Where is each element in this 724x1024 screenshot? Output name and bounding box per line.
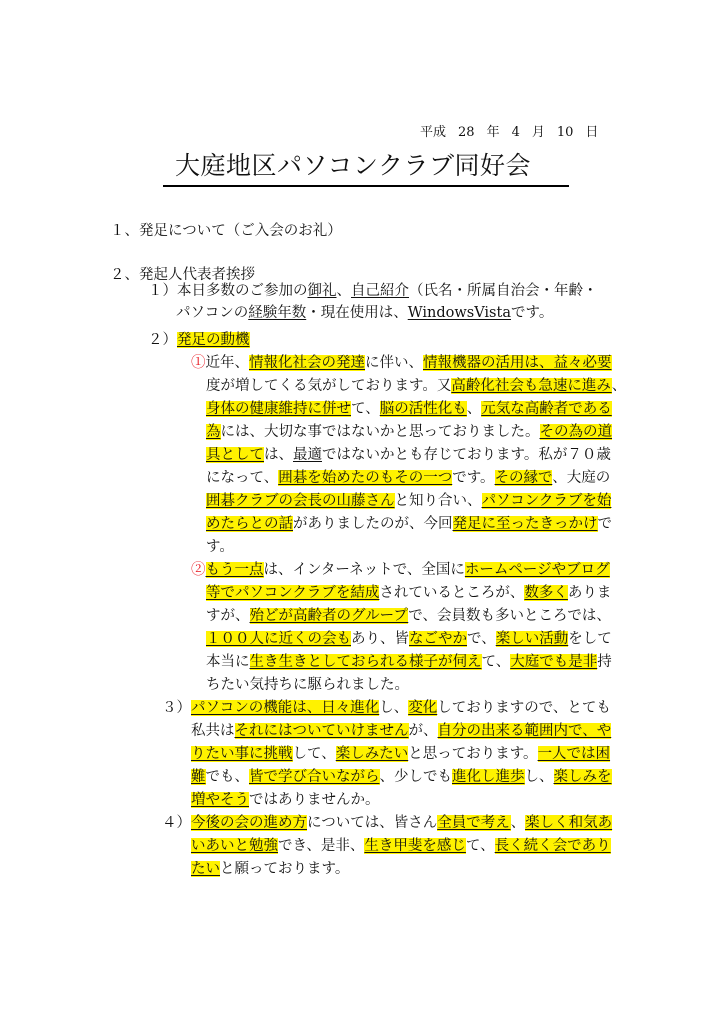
- text-line: [148, 280, 598, 302]
- text-segment: 度が増してくる気がしております。又: [206, 378, 452, 394]
- highlighted-phrase: 自分の出来る範囲内で、や: [437, 723, 612, 739]
- text-line: [191, 858, 349, 880]
- text-segment: です。: [452, 470, 495, 486]
- highlighted-phrase: 具として: [206, 447, 264, 463]
- highlighted-phrase: その為の道: [539, 424, 612, 440]
- text-segment: ちたい気持ちに駆られました。: [206, 677, 409, 693]
- text-segment: は、: [264, 447, 293, 463]
- text-line: [191, 352, 612, 374]
- highlighted-phrase: いあいと勉強: [191, 838, 278, 854]
- text-line: [206, 536, 234, 558]
- highlighted-phrase: 生き甲斐を感じ: [364, 838, 466, 854]
- text-segment: ではありませんか。: [249, 792, 380, 808]
- highlighted-phrase: ホームページやブログ: [464, 562, 610, 578]
- highlighted-phrase: 大庭でも是非: [510, 654, 598, 670]
- text-segment: に伴い、: [365, 355, 423, 371]
- highlighted-phrase: 今後の会の進め方: [191, 815, 307, 831]
- text-segment: 、: [510, 815, 526, 831]
- date-part: 年: [486, 125, 500, 140]
- text-segment: で、会員数も多いところでは、: [408, 608, 611, 624]
- text-line: [191, 743, 610, 765]
- highlighted-phrase: 皆で学び合いながら: [249, 769, 380, 785]
- text-segment: は、インターネットで、全国に: [263, 562, 465, 578]
- highlighted-phrase: それにはついていけません: [234, 723, 409, 739]
- text-segment: て、: [481, 654, 511, 670]
- highlighted-phrase: たい: [191, 861, 220, 877]
- text-segment: でき、是非、: [278, 838, 365, 854]
- text-segment: 持: [597, 654, 612, 670]
- highlighted-phrase: 楽しく和気あ: [525, 815, 613, 831]
- title-underline: [163, 185, 569, 187]
- highlighted-phrase: なごやか: [409, 631, 467, 647]
- text-segment: 、: [466, 401, 482, 417]
- text-segment: して、: [292, 746, 336, 762]
- highlighted-phrase: 発足の動機: [177, 332, 250, 348]
- highlighted-phrase: 身体の健康維持に併せ: [206, 401, 351, 417]
- text-segment: をして: [568, 631, 612, 647]
- highlighted-phrase: 楽しい活動: [495, 631, 569, 647]
- underlined-phrase: 御礼: [307, 283, 337, 299]
- highlighted-phrase: その縁で: [494, 470, 553, 486]
- highlighted-phrase: 進化し進歩: [452, 769, 525, 785]
- text-segment: で、: [467, 631, 496, 647]
- text-segment: には、大切な事ではないかと思っておりました。: [220, 424, 540, 440]
- highlighted-phrase: 囲碁クラブの会長の山藤さん: [206, 493, 395, 509]
- text-segment: については、皆さん: [307, 815, 438, 831]
- text-line: [206, 628, 612, 650]
- highlighted-phrase: 生き生きとしておられる様子が伺え: [249, 654, 482, 670]
- text-segment: がありましたのが、今回: [293, 516, 453, 532]
- highlighted-phrase: １００人に近くの会も: [206, 631, 351, 647]
- text-segment: ４）: [162, 815, 191, 831]
- text-line: [206, 444, 611, 466]
- item-marker: ①: [191, 355, 206, 371]
- text-line: [206, 651, 612, 673]
- text-line: [206, 513, 612, 535]
- highlighted-phrase: 高齢化社会も急速に進み: [451, 378, 612, 394]
- text-line: [191, 766, 612, 788]
- highlighted-phrase: 情報機器の活用は、益々必要: [423, 355, 612, 371]
- text-line: [191, 720, 611, 742]
- text-segment: ３）: [162, 700, 191, 716]
- text-line: [206, 398, 612, 420]
- text-segment: になって、: [206, 470, 279, 486]
- date-part: 月: [531, 125, 545, 140]
- highlighted-phrase: りたい事に挑戦: [191, 746, 293, 762]
- text-line: [206, 421, 612, 443]
- text-line: [162, 812, 612, 834]
- section-heading-greeting: ２、発起人代表者挨拶: [110, 267, 255, 283]
- text-segment: ありま: [567, 585, 612, 601]
- underlined-phrase: 最適: [293, 447, 322, 463]
- text-segment: し、: [379, 700, 409, 716]
- text-segment: 近年、: [205, 355, 249, 371]
- text-segment: と願っております。: [220, 861, 350, 877]
- highlighted-phrase: 全員で考え: [437, 815, 511, 831]
- text-segment: で: [597, 516, 612, 532]
- highlighted-phrase: 難: [191, 769, 206, 785]
- text-segment: 私共は: [191, 723, 235, 739]
- date-part: 日: [585, 125, 599, 140]
- text-line: [206, 674, 409, 696]
- text-line: [206, 490, 611, 512]
- date-part: 28: [458, 125, 475, 140]
- text-line: [206, 605, 611, 627]
- highlighted-phrase: 数多く: [524, 585, 568, 601]
- text-line: [206, 467, 610, 489]
- text-segment: 、少しでも: [379, 769, 452, 785]
- highlighted-phrase: 元気な高齢者である: [481, 401, 612, 417]
- highlighted-phrase: 等でパソコンクラブを結成: [206, 585, 380, 601]
- text-line: [191, 789, 380, 811]
- text-segment: しておりますので、とても: [437, 700, 611, 716]
- text-segment: て、: [465, 838, 495, 854]
- text-line: [191, 835, 611, 857]
- highlighted-phrase: 長く続く会であり: [494, 838, 611, 854]
- text-segment: １）本日多数のご参加の: [148, 283, 308, 299]
- highlighted-phrase: 為: [206, 424, 221, 440]
- text-segment: されているところが、: [379, 585, 525, 601]
- text-segment: と知り合い、: [394, 493, 482, 509]
- document-title: 大庭地区パソコンクラブ同好会: [175, 151, 532, 180]
- underlined-phrase: 経験年数: [248, 305, 307, 321]
- text-segment: す。: [206, 539, 234, 555]
- section-heading-founding: １、発足について（ご入会のお礼）: [110, 223, 342, 239]
- text-line: [206, 375, 626, 397]
- text-segment: が、: [408, 723, 438, 739]
- highlighted-phrase: パソコンクラブを始: [481, 493, 612, 509]
- text-segment: でも、: [205, 769, 249, 785]
- text-segment: 、: [611, 378, 627, 394]
- text-segment: て、: [351, 401, 380, 417]
- highlighted-phrase: めたらとの話: [206, 516, 293, 532]
- text-segment: 、: [336, 283, 351, 299]
- underlined-phrase: WindowsVista: [407, 305, 511, 321]
- text-segment: し、: [524, 769, 554, 785]
- highlighted-phrase: 楽しみを: [553, 769, 612, 785]
- highlighted-phrase: 一人では困: [537, 746, 611, 762]
- text-segment: 、大庭の: [552, 470, 611, 486]
- text-segment: あり、皆: [351, 631, 409, 647]
- date-part: 平成: [420, 125, 447, 140]
- date-part: 10: [556, 125, 574, 140]
- highlighted-phrase: 楽しみたい: [335, 746, 409, 762]
- text-line: [148, 329, 250, 351]
- text-segment: です。: [510, 305, 554, 321]
- date-part: 4: [511, 125, 520, 140]
- document-date: [420, 121, 598, 140]
- highlighted-phrase: 囲碁を始めたのもその一つ: [278, 470, 453, 486]
- highlighted-phrase: 殆どが高齢者のグループ: [249, 608, 409, 624]
- highlighted-phrase: 情報化社会の発達: [249, 355, 365, 371]
- text-segment: 本当に: [206, 654, 250, 670]
- highlighted-phrase: パソコンの機能は、日々進化: [191, 700, 380, 716]
- highlighted-phrase: 脳の活性化も: [379, 401, 467, 417]
- text-segment: すが、: [206, 608, 250, 624]
- text-segment: パソコンの: [176, 305, 249, 321]
- highlighted-phrase: もう一点: [205, 562, 264, 578]
- text-line: [162, 697, 611, 719]
- underlined-phrase: 自己紹介: [351, 283, 409, 299]
- text-segment: と思っております。: [408, 746, 538, 762]
- item-marker: ②: [191, 562, 206, 578]
- highlighted-phrase: 発足に至ったきっかけ: [452, 516, 598, 532]
- text-segment: ではないかとも存じております。私が７０歳: [322, 447, 611, 463]
- highlighted-phrase: 変化: [408, 700, 438, 716]
- highlighted-phrase: 増やそう: [191, 792, 249, 808]
- text-line: [176, 302, 553, 324]
- text-segment: ２）: [148, 332, 177, 348]
- text-line: [206, 582, 611, 604]
- text-segment: （氏名・所属自治会・年齢・: [409, 283, 598, 299]
- text-line: [191, 559, 610, 581]
- text-segment: ・現在使用は、: [306, 305, 408, 321]
